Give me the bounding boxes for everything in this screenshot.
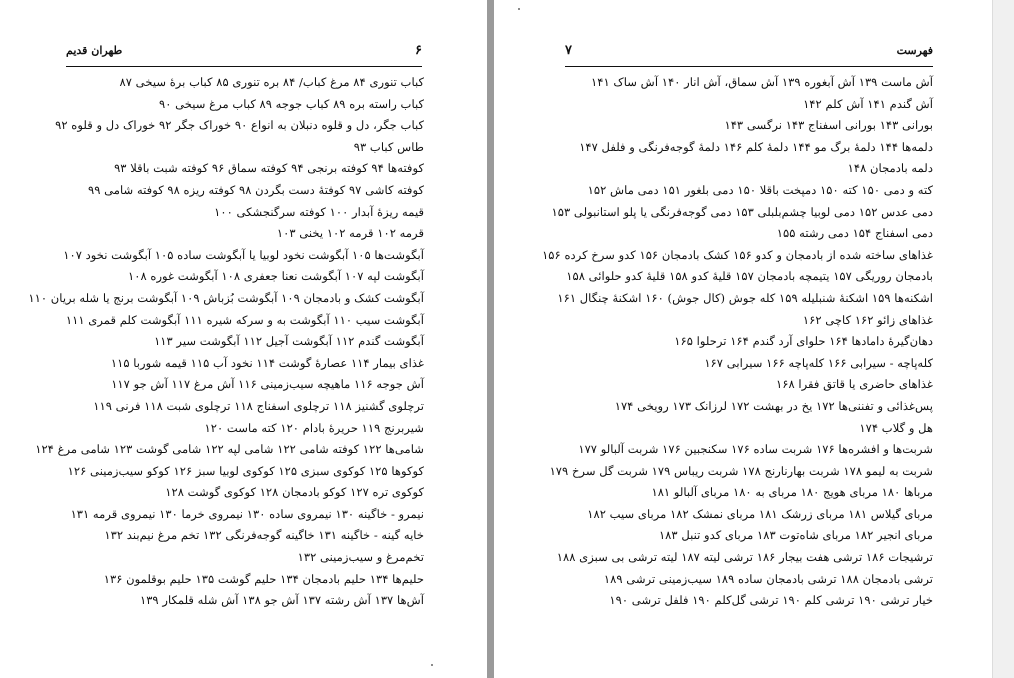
index-line: آبگوشت گندم ۱۱۲ آبگوشت آجیل ۱۱۲ آبگوشت سیر ۱۱۳: [154, 334, 424, 349]
index-line: کباب تنوری ۸۴ مرغ کباب/ ۸۴ بره تنوری ۸۵ کباب برهٔ سیخی ۸۷: [119, 75, 424, 89]
index-line: خیار ترشی ۱۹۰ ترشی کلم ۱۹۰ ترشی گل‌کلم ۱۹۰ فلفل ترشی ۱۹۰: [609, 593, 933, 608]
index-line: آش ماست ۱۳۹ آش آبغوره ۱۳۹ آش سماق، آش انار ۱۴۰ آش ساک ۱۴۱: [591, 75, 933, 89]
index-line: اشکنه‌ها ۱۵۹ اشکنهٔ شنبلیله ۱۵۹ کله جوش (کال جوش) ۱۶۰ اشکنهٔ چنگال ۱۶۱: [557, 290, 933, 305]
header-rule: [565, 66, 933, 67]
index-line: دلمه‌ها ۱۴۴ دلمهٔ برگ مو ۱۴۴ دلمهٔ کلم ۱۴۶ دلمهٔ گوجه‌فرنگی و فلفل ۱۴۷: [579, 139, 933, 154]
page-gutter: [487, 0, 494, 678]
index-line: آبگوشت کشک و بادمجان ۱۰۹ آبگوشت بُزباش ۱۰۹ آبگوشت برنج یا شله بریان ۱۱۰: [28, 290, 424, 305]
index-line: نیمرو - خاگینه ۱۳۰ نیمروی ساده ۱۳۰ نیمروی خرما ۱۳۰ نیمروی قرمه ۱۳۱: [70, 506, 424, 521]
index-line: کوفته‌ها ۹۴ کوفته برنجی ۹۴ کوفته سماق ۹۶ کوفته شبت باقلا ۹۳: [114, 161, 424, 176]
page-header: [565, 44, 933, 64]
page-left: [0, 0, 487, 678]
index-line: قرمه ۱۰۲ قرمه ۱۰۲ یخنی ۱۰۳: [276, 226, 424, 241]
page-right: [494, 0, 992, 678]
index-line: آش‌ها ۱۳۷ آش رشته ۱۳۷ آش جو ۱۳۸ آش شله قلمکار ۱۳۹: [139, 593, 424, 608]
index-line: دمی اسفناج ۱۵۴ دمی رشته ۱۵۵: [776, 226, 933, 241]
index-line: آش جوجه ۱۱۶ ماهیچه سیب‌زمینی ۱۱۶ آش مرغ ۱۱۷ آش جو ۱۱۷: [111, 377, 424, 392]
index-line: غذاهای ساخته شده از بادمجان و کدو ۱۵۶ کشک بادمجان ۱۵۶ کدو سرخ کرده ۱۵۶: [542, 247, 933, 262]
index-line: کباب راسته بره ۸۹ کباب جوجه ۸۹ کباب مرغ سیخی ۹۰: [158, 96, 424, 111]
running-title: فهرست: [896, 44, 933, 57]
index-line: شامی‌ها ۱۲۲ کوفته شامی ۱۲۲ شامی لپه ۱۲۲ شامی گوشت ۱۲۳ شامی مرغ ۱۲۴: [35, 442, 424, 457]
index-line: کوفته کاشی ۹۷ کوفتهٔ دست بگردن ۹۸ کوفته ریزه ۹۸ کوفته شامی ۹۹: [87, 182, 424, 197]
index-line: ترشیجات ۱۸۶ ترشی هفت بیجار ۱۸۶ ترشی لیته ۱۸۷ لیته ترشی بی سبزی ۱۸۸: [556, 550, 933, 565]
index-list: [28, 72, 424, 612]
index-line: حلیم‌ها ۱۳۴ حلیم بادمجان ۱۳۴ حلیم گوشت ۱۳۵ حلیم بوقلمون ۱۳۶: [103, 571, 424, 586]
index-line: آبگوشت سیب ۱۱۰ آبگوشت به و سرکه شیره ۱۱۱ آبگوشت کلم قمری ۱۱۱: [65, 312, 424, 327]
index-line: دهان‌گیرهٔ دامادها ۱۶۴ حلوای آرد گندم ۱۶۴ ترحلوا ۱۶۵: [674, 334, 933, 349]
index-line: مربای گیلاس ۱۸۱ مربای زرشک ۱۸۱ مربای نمشک ۱۸۲ مربای سیب ۱۸۲: [587, 506, 933, 521]
index-line: ترچلوی گشنیز ۱۱۸ ترچلوی اسفناج ۱۱۸ ترچلوی شبت ۱۱۸ فرنی ۱۱۹: [93, 398, 424, 413]
index-line: تخم‌مرغ و سیب‌زمینی ۱۳۲: [297, 550, 424, 565]
index-line: کله‌پاچه - سیرابی ۱۶۶ کله‌پاچه ۱۶۶ سیرابی ۱۶۷: [704, 355, 933, 370]
index-line: کته و دمی ۱۵۰ کته ۱۵۰ دمپخت باقلا ۱۵۰ دمی بلغور ۱۵۱ دمی ماش ۱۵۲: [587, 182, 933, 197]
index-line: غذاهای زائو ۱۶۲ کاچی ۱۶۲: [802, 312, 933, 327]
index-line: بادمجان روریگی ۱۵۷ یتیمچه بادمجان ۱۵۷ قلیهٔ کدو ۱۵۸ قلیهٔ کدو حلوائی ۱۵۸: [566, 269, 933, 284]
index-line: آش گندم ۱۴۱ آش کلم ۱۴۲: [803, 96, 933, 111]
vertical-scrollbar[interactable]: [992, 0, 1014, 678]
index-line: غذای بیمار ۱۱۴ عصارهٔ گوشت ۱۱۴ نخود آب ۱۱۵ قیمه شوربا ۱۱۵: [110, 355, 424, 370]
index-line: طاس کباب ۹۳: [353, 139, 424, 154]
page-number: ۷: [565, 43, 572, 58]
index-line: شربت‌ها و افشره‌ها ۱۷۶ شربت ساده ۱۷۶ سکنجبین ۱۷۶ شربت آلبالو ۱۷۷: [578, 442, 933, 457]
scan-speck: [431, 664, 433, 666]
index-line: مرباها ۱۸۰ مربای هویج ۱۸۰ مربای به ۱۸۰ مربای آلبالو ۱۸۱: [651, 485, 933, 500]
index-line: کباب جگر، دل و قلوه دنبلان به انواع ۹۰ خوراک جگر ۹۲ خوراک دل و قلوه ۹۲: [55, 118, 424, 133]
index-line: شربت به لیمو ۱۷۸ شربت بهارنارنج ۱۷۸ شربت ریباس ۱۷۹ شربت گل سرخ ۱۷۹: [549, 463, 933, 478]
index-line: آبگوشت لپه ۱۰۷ آبگوشت نعنا جعفری ۱۰۸ آبگوشت غوره ۱۰۸: [128, 269, 424, 284]
index-line: بورانی ۱۴۳ بورانی اسفناج ۱۴۳ نرگسی ۱۴۳: [724, 118, 933, 133]
index-line: غذاهای حاضری یا قاتق فقرا ۱۶۸: [776, 377, 933, 392]
index-line: شیربرنج ۱۱۹ حریرهٔ بادام ۱۲۰ کته ماست ۱۲۰: [204, 420, 424, 435]
index-line: پس‌غذائی و تفننی‌ها ۱۷۲ یخ در بهشت ۱۷۲ لرزانک ۱۷۳ رویخی ۱۷۴: [614, 398, 933, 413]
scan-speck: [518, 8, 520, 10]
index-line: مربای انجیر ۱۸۲ مربای شاه‌توت ۱۸۳ مربای کدو تنبل ۱۸۳: [658, 528, 933, 543]
index-list: [542, 72, 933, 612]
header-rule: [66, 66, 422, 67]
index-line: ترشی بادمجان ۱۸۸ ترشی بادمجان ساده ۱۸۹ سیب‌زمینی ترشی ۱۸۹: [603, 571, 933, 586]
index-line: کوکوی تره ۱۲۷ کوکو بادمجان ۱۲۸ کوکوی گوشت ۱۲۸: [165, 485, 424, 500]
index-line: دلمه بادمجان ۱۴۸: [847, 161, 933, 176]
index-line: قیمه ریزهٔ آبدار ۱۰۰ کوفته سرگنجشکی ۱۰۰: [214, 204, 424, 219]
index-line: آبگوشت‌ها ۱۰۵ آبگوشت نخود لوبیا یا آبگوشت ساده ۱۰۵ آبگوشت نخود ۱۰۷: [63, 247, 424, 262]
index-line: هل و گلاب ۱۷۴: [859, 420, 933, 435]
index-line: خایه گینه - خاگینه ۱۳۱ خاگینه گوجه‌فرنگی ۱۳۲ تخم مرغ نیم‌بند ۱۳۲: [104, 528, 424, 543]
page-header: [66, 44, 422, 64]
index-line: دمی عدس ۱۵۲ دمی لوبیا چشم‌بلبلی ۱۵۳ دمی گوجه‌فرنگی یا پلو استانبولی ۱۵۳: [551, 204, 933, 219]
running-title: طهران قدیم: [66, 44, 123, 57]
index-line: کوکوها ۱۲۵ کوکوی سبزی ۱۲۵ کوکوی لوبیا سبز ۱۲۶ کوکو سیب‌زمینی ۱۲۶: [67, 463, 424, 478]
page-number: ۶: [415, 43, 422, 58]
